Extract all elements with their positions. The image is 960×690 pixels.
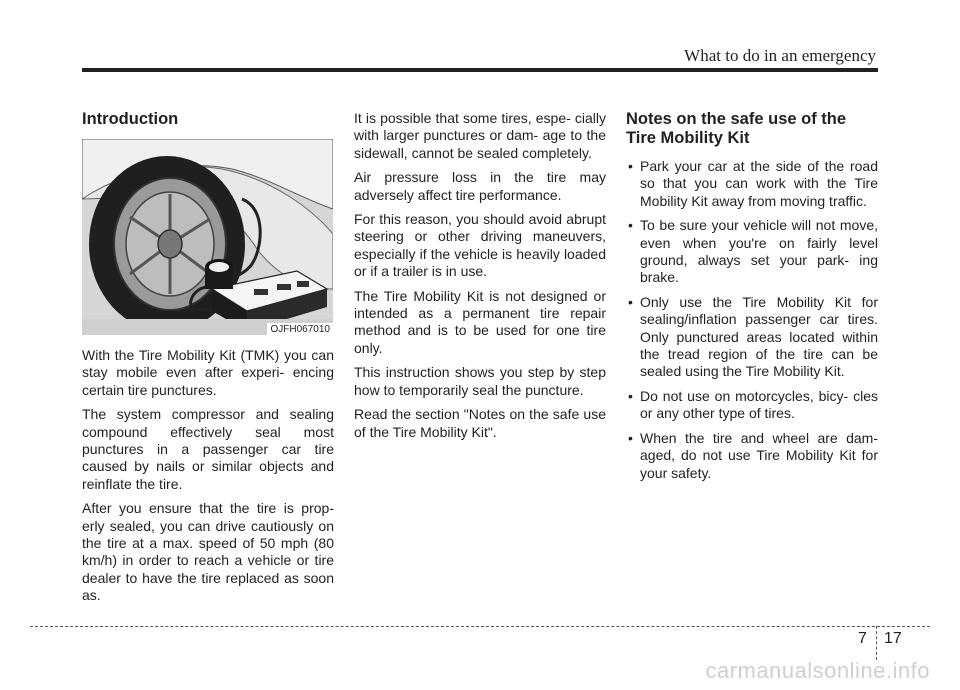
introduction-heading: Introduction: [82, 110, 179, 128]
column-details: [354, 110, 606, 448]
paragraph: The Tire Mobility Kit is not designed or intended as a permanent tire repair method and is to be used for one tire only.: [354, 287, 606, 356]
paragraph: With the Tire Mobility Kit (TMK) you can stay mobile even after experi- encing certain tire punctures.: [82, 347, 334, 398]
bullet-icon: •: [628, 387, 633, 404]
paragraph: It is possible that some tires, espe- cially with larger punctures or dam- age to the sidewall, cannot be sealed completely.: [354, 110, 606, 161]
section-title: What to do in an emergency: [684, 46, 876, 65]
bullet-icon: •: [628, 429, 633, 446]
car-tire-compressor-drawing: [82, 139, 333, 335]
list-item: • Park your car at the side of the road so that you can work with the Tire Mobility Kit away from moving traffic.: [628, 158, 878, 209]
bullet-icon: •: [628, 217, 633, 234]
list-item: • To be sure your vehicle will not move, even when you're on fairly level ground, always set your park- ing brake.: [628, 217, 878, 286]
column-introduction: [82, 110, 334, 612]
tire-mobility-kit-illustration: [82, 139, 333, 335]
paragraph: Air pressure loss in the tire may adversely affect tire performance.: [354, 169, 606, 203]
list-item: • Only use the Tire Mobility Kit for sealing/inflation passenger car tires. Only punctured areas located within the tread region of the tire can be sealed using the Tire Mobility Kit.: [628, 293, 878, 380]
footer-rule: [30, 626, 930, 627]
figure-code: OJFH067010: [267, 323, 333, 335]
page-number-separator: [876, 626, 877, 660]
chapter-number: 7: [858, 630, 867, 647]
page-number: 17: [884, 630, 902, 647]
header-rule: [82, 68, 878, 72]
paragraph: This instruction shows you step by step how to temporarily seal the puncture.: [354, 364, 606, 398]
list-item: • When the tire and wheel are dam- aged, do not use Tire Mobility Kit for your safety.: [628, 429, 878, 481]
safe-use-heading: Notes on the safe use of the Tire Mobility Kit: [626, 110, 847, 147]
bullet-icon: •: [628, 158, 633, 174]
paragraph: For this reason, you should avoid abrupt steering or other driving maneuvers, especially if the vehicle is heavily loaded or if a trailer is in use.: [354, 211, 606, 280]
bullet-icon: •: [628, 293, 633, 310]
safe-use-list: [626, 158, 878, 482]
list-item: • Do not use on motorcycles, bicy- cles or any other type of tires.: [628, 387, 878, 422]
paragraph: The system compressor and sealing compound effectively seal most punctures in a passenger car tire caused by nails or similar objects and reinflate the tire.: [82, 406, 334, 492]
paragraph: After you ensure that the tire is prop- erly sealed, you can drive cautiously on the tire at a max. speed of 50 mph (80 km/h) in order to reach a vehicle or tire dealer to have the tire replaced as soon as.: [82, 500, 334, 604]
column-safe-use-notes: [626, 110, 878, 489]
paragraph: Read the section "Notes on the safe use of the Tire Mobility Kit".: [354, 406, 606, 440]
watermark: carmanualsonline.info: [705, 658, 930, 683]
